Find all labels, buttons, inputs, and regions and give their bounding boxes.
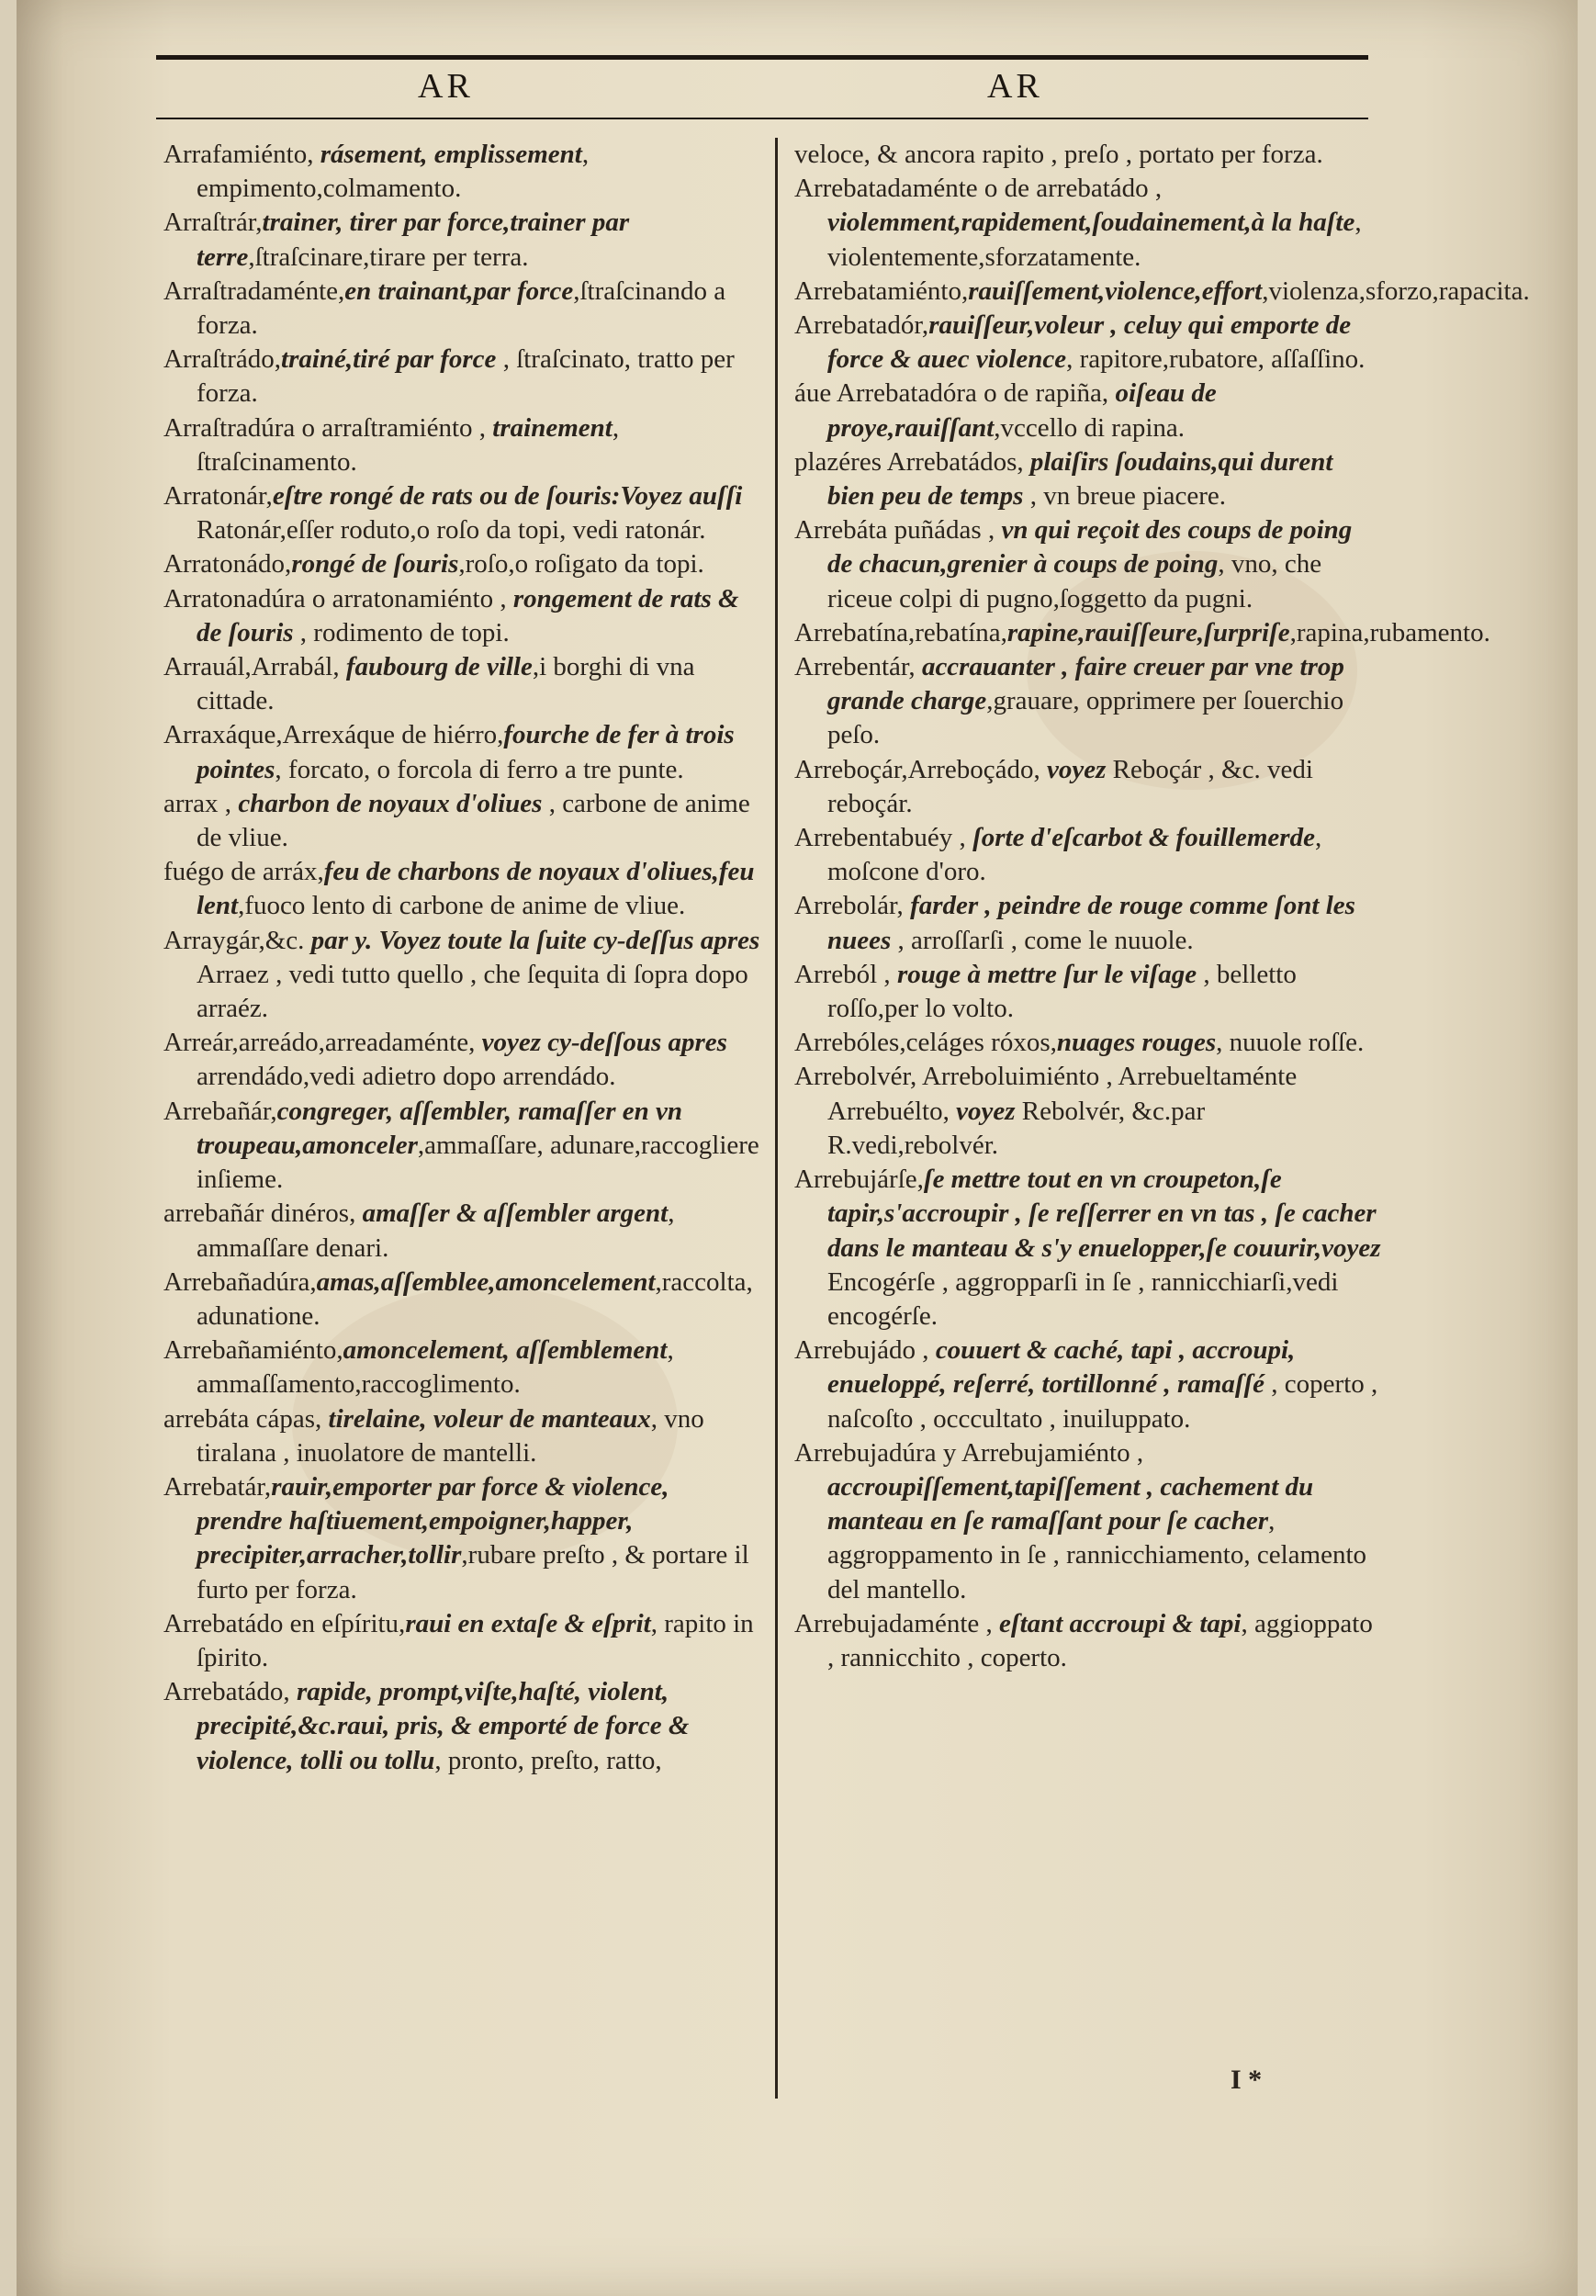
entry-french-gloss: trainé,tiré par force xyxy=(281,344,497,375)
entry-italian-gloss: Arraez , vedi tutto quello , che ſequita di ſopra dopo arraéz. xyxy=(197,959,748,1024)
dictionary-entry xyxy=(163,138,760,206)
entry-headword: Arratonár, xyxy=(163,481,273,512)
entry-headword: Arrebentabuéy , xyxy=(794,823,973,853)
dictionary-entry xyxy=(163,547,760,581)
dictionary-entry xyxy=(794,138,1382,172)
dictionary-entry xyxy=(163,411,760,479)
entry-italian-gloss: , ſtraſcinato, tratto per forza. xyxy=(197,344,735,409)
entry-headword: Arrebatamiénto, xyxy=(794,276,969,306)
entry-headword: Arreból , xyxy=(794,959,897,989)
entry-italian-gloss: , carbone de anime de vliue. xyxy=(197,788,750,853)
dictionary-entry xyxy=(794,309,1382,377)
dictionary-entry xyxy=(163,479,760,547)
entry-italian-gloss: ,ſtraſcinare,tirare per terra. xyxy=(248,242,529,272)
entry-french-gloss: raui en extaſe & eſprit xyxy=(405,1608,651,1638)
entry-headword: Arrebatádo en eſpíritu, xyxy=(163,1608,406,1638)
entry-french-gloss: fourche de fer à trois pointes xyxy=(197,720,735,784)
entry-italian-gloss: , vno, che riceue colpi di pugno,ſoggetto da pugni. xyxy=(827,549,1322,613)
entry-italian-gloss: , aggroppamento in ſe , rannicchiamento, celamento del mantello. xyxy=(827,1506,1367,1604)
entry-french-gloss: tirelaine, voleur de manteaux xyxy=(328,1403,651,1434)
dictionary-entry xyxy=(794,1436,1382,1607)
entry-italian-gloss: ,violenza,sforzo,rapacita. xyxy=(1262,276,1530,306)
entry-headword: Arrebañadúra, xyxy=(163,1266,317,1297)
entry-headword: Arrebujadúra y Arrebujamiénto , xyxy=(794,1437,1144,1468)
entry-italian-gloss: , rapitore,rubatore, aſſaſſino. xyxy=(1066,344,1366,375)
entry-italian-gloss: , ſtraſcinamento. xyxy=(197,412,620,477)
dictionary-entry xyxy=(163,650,760,718)
entry-headword: Arrebatína,rebatína, xyxy=(794,617,1007,647)
dictionary-entry xyxy=(163,582,760,650)
entry-italian-gloss: ,ammaſſare, adunare,raccogliere inſieme. xyxy=(197,1130,759,1195)
entry-french-gloss: charbon de noyaux d'oliues xyxy=(238,788,543,818)
entry-italian-gloss: , arroſſarſi , come le nuuole. xyxy=(891,925,1194,955)
entry-headword: Arraſtradúra o arraſtramiénto , xyxy=(163,412,493,443)
running-head-right: AR xyxy=(987,67,1043,106)
dictionary-entry xyxy=(163,1334,760,1401)
entry-italian-gloss: , belletto roſſo,per lo volto. xyxy=(827,959,1297,1024)
dictionary-entry xyxy=(163,718,760,786)
dictionary-entry xyxy=(794,821,1382,889)
entry-french-gloss: amoncelement, aſſemblement xyxy=(343,1335,668,1366)
dictionary-entry xyxy=(794,445,1382,513)
entry-french-gloss: rásement, emplissement xyxy=(320,140,582,169)
entry-italian-gloss: veloce, & ancora rapito , preſo , portato per forza. xyxy=(794,140,1323,169)
entry-italian-gloss: , rapito in ſpirito. xyxy=(197,1608,754,1672)
entry-french-gloss: accroupiſſement,tapiſſement , cachement du manteau en ſe ramaſſant pour ſe cacher xyxy=(827,1471,1314,1536)
column-divider xyxy=(775,138,778,2099)
entry-italian-gloss: , vno tiralana , inuolatore de mantelli. xyxy=(197,1403,704,1468)
entry-headword: Arrebañamiénto, xyxy=(163,1335,343,1366)
entry-italian-gloss: Ratonár,eſſer roduto,o roſo da topi, vedi ratonár. xyxy=(197,515,706,546)
entry-italian-gloss: , pronto, preſto, ratto, xyxy=(434,1745,662,1775)
entry-headword: Arrauál,Arrabál, xyxy=(163,652,346,682)
entry-french-gloss: amaſſer & aſſembler argent xyxy=(362,1199,669,1229)
entry-french-gloss: accrauanter , faire creuer par vne trop grande charge xyxy=(827,652,1344,716)
entry-french-gloss: farder , peindre de rouge comme ſont les nuees xyxy=(827,891,1355,955)
entry-french-gloss: trainer, tirer par force,trainer par terre xyxy=(197,208,630,272)
entry-headword: Arrebatár, xyxy=(163,1471,272,1502)
entry-headword: Arratonadúra o arratonamiénto , xyxy=(163,583,513,613)
dictionary-entry xyxy=(163,787,760,855)
dictionary-entry xyxy=(163,855,760,923)
entry-headword: Arraſtrádo, xyxy=(163,344,282,375)
entry-french-gloss: ſorte d'eſcarbot & fouillemerde xyxy=(972,823,1315,853)
entry-french-gloss: voyez xyxy=(1047,754,1107,784)
entry-headword: Arraſtradaménte, xyxy=(163,276,345,306)
dictionary-entry xyxy=(794,958,1382,1026)
entry-headword: Arreboçár,Arreboçádo, xyxy=(794,754,1047,784)
entry-italian-gloss: , coperto , naſcoſto , occcultato , inuiluppato. xyxy=(827,1369,1378,1434)
entry-headword: Arrebujárſe, xyxy=(794,1165,924,1195)
entry-french-gloss: rauir,emporter par force & violence, prendre haſtiuement,empoigner,happer, precipiter,arracher,tollir xyxy=(197,1471,669,1570)
entry-french-gloss: nuages rouges xyxy=(1056,1028,1217,1058)
entry-italian-gloss: Reboçár , &c. vedi reboçár. xyxy=(827,754,1313,818)
entry-headword: Arrebañár, xyxy=(163,1096,277,1126)
entry-italian-gloss: , empimento,colmamento. xyxy=(197,140,590,204)
entry-french-gloss: faubourg de ville xyxy=(345,652,533,682)
signature-mark: I * xyxy=(1231,2065,1263,2095)
entry-italian-gloss: , forcato, o forcola di ferro a tre punte. xyxy=(275,754,684,784)
dictionary-entry xyxy=(794,172,1382,275)
entry-french-gloss: vn qui reçoit des coups de poing de chacun,grenier à coups de poing xyxy=(827,515,1353,580)
dictionary-entry xyxy=(794,377,1382,445)
entry-italian-gloss: , rodimento de topi. xyxy=(293,617,510,647)
dictionary-entry xyxy=(163,1675,760,1778)
dictionary-entry xyxy=(163,1095,760,1198)
entry-headword: Arrebolvér, Arreboluimiénto , Arrebueltaménte Arrebuélto, xyxy=(794,1062,1298,1126)
entry-headword: Arrebáta puñádas , xyxy=(794,515,1002,546)
entry-french-gloss: voyez xyxy=(956,1096,1016,1126)
entry-french-gloss: ſe mettre tout en vn croupeton,ſe tapir,s'accroupir , ſe reſſerrer en vn tas , ſe cacher dans le manteau & s'y enuelopper,ſe couurir,voyez xyxy=(827,1165,1381,1263)
entry-headword: Arrebujadaménte , xyxy=(794,1608,1000,1638)
entry-headword: Arrebentár, xyxy=(794,652,922,682)
left-column xyxy=(163,138,760,1778)
entry-italian-gloss: Encogérſe , aggropparſi in ſe , rannicchiarſi,vedi encogérſe. xyxy=(827,1266,1339,1331)
entry-italian-gloss: , moſcone d'oro. xyxy=(827,823,1322,887)
dictionary-entry xyxy=(794,889,1382,957)
entry-italian-gloss: ,fuoco lento di carbone de anime de vliue. xyxy=(238,891,686,921)
entry-headword: Arraſtrár, xyxy=(163,208,263,238)
entry-headword: arrebáta cápas, xyxy=(163,1403,329,1434)
dictionary-entry xyxy=(794,275,1530,309)
entry-french-gloss: rapine,rauiſſeure,ſurpriſe xyxy=(1006,617,1290,647)
entry-french-gloss: violemment,rapidement,ſoudainement,à la haſte xyxy=(827,208,1355,238)
entry-italian-gloss: ,ſtraſcinando a forza. xyxy=(197,276,726,341)
entry-headword: arrebañár dinéros, xyxy=(163,1199,363,1229)
entry-headword: fuégo de arráx, xyxy=(163,857,324,887)
entry-italian-gloss: ,i borghi di vna cittade. xyxy=(197,652,695,716)
dictionary-entry xyxy=(794,513,1382,616)
entry-italian-gloss: , violentemente,sforzatamente. xyxy=(827,208,1362,272)
entry-headword: arrax , xyxy=(163,788,239,818)
right-column xyxy=(794,138,1530,1675)
entry-italian-gloss: , nuuole roſſe. xyxy=(1216,1028,1365,1058)
dictionary-entry xyxy=(794,1607,1382,1675)
dictionary-entry xyxy=(794,753,1382,821)
entry-headword: Arrebolár, xyxy=(794,891,911,921)
dictionary-entry xyxy=(163,1197,760,1265)
entry-italian-gloss: ,vccello di rapina. xyxy=(994,412,1185,443)
entry-headword: áue Arrebatadóra o de rapiña, xyxy=(794,378,1116,409)
entry-french-gloss: voyez cy-deſſous apres xyxy=(481,1028,727,1058)
top-rule xyxy=(156,55,1368,60)
dictionary-entry xyxy=(163,1607,760,1675)
entry-italian-gloss: , aggioppato , rannicchito , coperto. xyxy=(827,1608,1373,1672)
entry-headword: Arrebatadaménte o de arrebatádo , xyxy=(794,174,1163,204)
entry-italian-gloss: , vn breue piacere. xyxy=(1023,481,1227,512)
entry-headword: Arrebóles,celáges róxos, xyxy=(794,1028,1057,1058)
entry-italian-gloss: arrendádo,vedi adietro dopo arrendádo. xyxy=(197,1062,616,1092)
entry-headword: Arraxáque,Arrexáque de hiérro, xyxy=(163,720,504,750)
entry-headword: Arratonádo, xyxy=(163,549,292,580)
entry-french-gloss: rauiſſeur,voleur , celuy qui emporte de force & auec violence xyxy=(827,310,1352,375)
entry-french-gloss: rapide, prompt,viſte,haſté, violent, precipité,&c.raui, pris, & emporté de force & violence, tolli ou tollu xyxy=(197,1677,690,1775)
entry-french-gloss: congreger, aſſembler, ramaſſer en vn troupeau,amonceler xyxy=(197,1096,683,1160)
entry-italian-gloss: ,rapina,rubamento. xyxy=(1289,617,1490,647)
entry-italian-gloss: , ammaſſare denari. xyxy=(197,1199,675,1263)
entry-headword: Arreár,arreádo,arreadaménte, xyxy=(163,1028,482,1058)
entry-french-gloss: rongé de ſouris xyxy=(291,549,459,580)
dictionary-entry xyxy=(163,1402,760,1470)
entry-headword: Arrebatadór, xyxy=(794,310,929,341)
entry-french-gloss: eſtre rongé de rats ou de ſouris:Voyez auſſi xyxy=(272,481,743,512)
dictionary-entry xyxy=(163,1266,760,1334)
entry-french-gloss: en trainant,par force xyxy=(344,276,574,306)
entry-italian-gloss: ,rubare preſto , & portare il furto per forza. xyxy=(197,1540,749,1604)
dictionary-entry xyxy=(163,924,760,1027)
entry-french-gloss: feu de charbons de noyaux d'oliues,feu lent xyxy=(197,857,755,921)
entry-french-gloss: couuert & caché, tapi , accroupi, enueloppé, reſerré, tortillonné , ramaſſé xyxy=(827,1335,1296,1400)
entry-italian-gloss: , ammaſſamento,raccoglimento. xyxy=(197,1335,674,1400)
entry-french-gloss: rouge à mettre ſur le viſage xyxy=(896,959,1197,989)
entry-french-gloss: rauiſſement,violence,effort xyxy=(968,276,1263,306)
entry-french-gloss: amas,aſſemblee,amoncelement xyxy=(316,1266,656,1297)
entry-headword: Arrafamiénto, xyxy=(163,140,320,169)
dictionary-entry xyxy=(163,343,760,411)
dictionary-entry xyxy=(794,1334,1382,1436)
running-head-left: AR xyxy=(418,67,474,106)
entry-headword: Arraygár,&c. xyxy=(163,925,311,955)
entry-french-gloss: oiſeau de proye,rauiſſant xyxy=(827,378,1217,443)
entry-french-gloss: plaiſirs ſoudains,qui durent bien peu de temps xyxy=(827,446,1333,512)
entry-french-gloss: rongement de rats & de ſouris xyxy=(197,583,739,647)
entry-french-gloss: trainement xyxy=(492,412,613,443)
dictionary-entry xyxy=(163,1026,760,1094)
entry-italian-gloss: ,raccolta, adunatione. xyxy=(197,1266,753,1331)
dictionary-entry xyxy=(794,1163,1382,1334)
entry-french-gloss: par y. Voyez toute la ſuite cy-deſſus apres xyxy=(310,925,760,955)
dictionary-entry xyxy=(163,275,760,343)
dictionary-entry xyxy=(163,1470,760,1607)
dictionary-entry xyxy=(794,1060,1382,1163)
entry-french-gloss: eſtant accroupi & tapi xyxy=(999,1608,1242,1638)
entry-headword: Arrebatádo, xyxy=(163,1677,297,1707)
dictionary-entry xyxy=(794,616,1490,650)
entry-italian-gloss: ,grauare, opprimere per ſouerchio peſo. xyxy=(827,686,1344,750)
dictionary-entry xyxy=(794,650,1382,753)
entry-italian-gloss: Rebolvér, &c.par R.vedi,rebolvér. xyxy=(827,1096,1206,1160)
entry-italian-gloss: ,roſo,o roſigato da topi. xyxy=(458,549,704,580)
entry-headword: plazéres Arrebatádos, xyxy=(794,446,1030,477)
dictionary-entry xyxy=(794,1026,1382,1060)
header-rule xyxy=(156,118,1368,119)
entry-headword: Arrebujádo , xyxy=(794,1335,936,1366)
dictionary-entry xyxy=(163,206,760,274)
